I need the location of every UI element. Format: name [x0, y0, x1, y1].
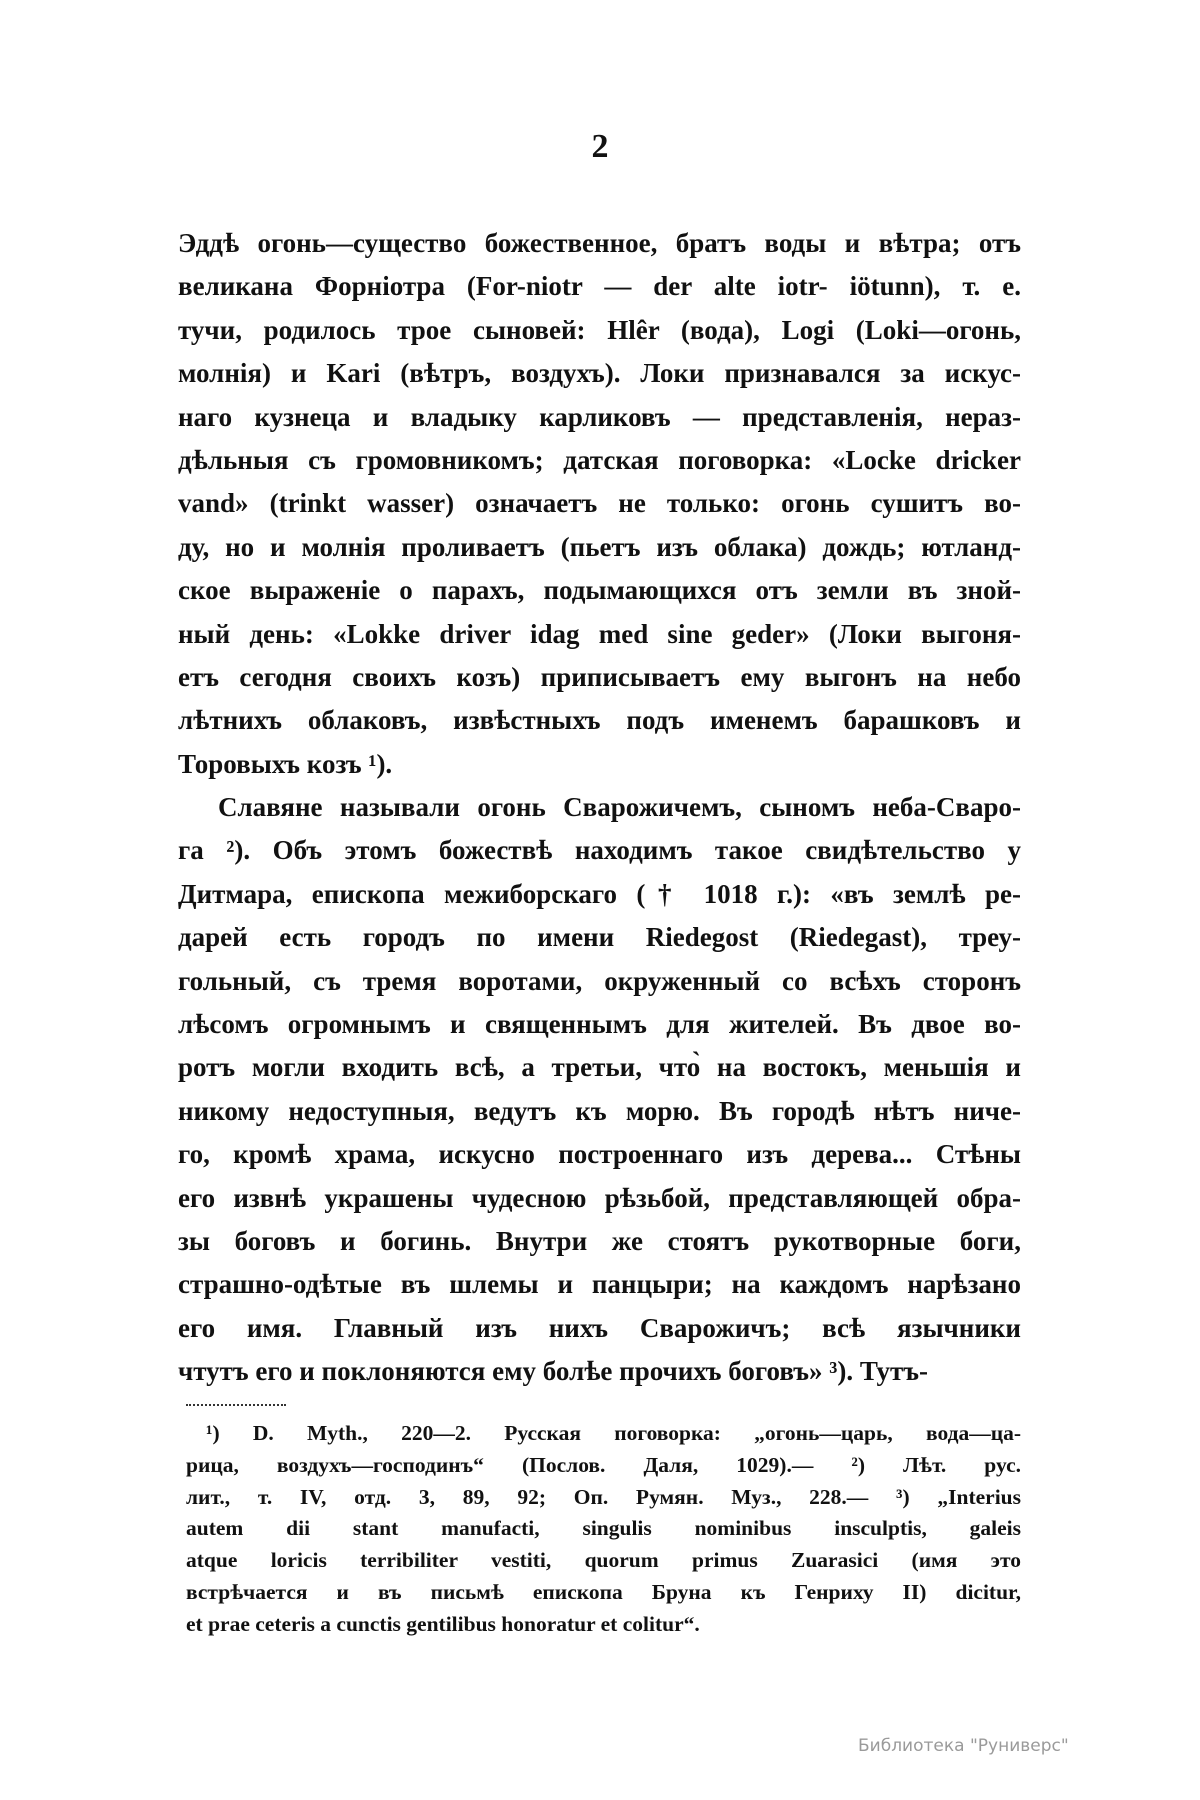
footnote-divider: [186, 1404, 286, 1406]
text-line: лѣсомъ огромнымъ и священнымъ для жителей. Въ двое во-: [178, 1009, 1021, 1040]
text-line: Дитмара, епископа межиборскаго († 1018 г.): «въ землѣ ре-: [178, 878, 1021, 909]
text-line: чтутъ его и поклоняются ему болѣе прочихъ боговъ» ³). Тутъ-: [178, 1356, 928, 1387]
text-line: наго кузнеца и владыку карликовъ — представленія, нераз-: [178, 401, 1021, 432]
footnote-line: atque loricis terribiliter vestiti, quorum primus Zuarasici (имя это: [186, 1548, 1021, 1573]
text-line: молнія) и Kari (вѣтръ, воздухъ). Локи признавался за искус-: [178, 358, 1021, 389]
text-line: тучи, родилось трое сыновей: Hlêr (вода), Logi (Loki—огонь,: [178, 314, 1021, 345]
text-line: лѣтнихъ облаковъ, извѣстныхъ подъ именемъ барашковъ и: [178, 705, 1021, 736]
footnote-line: ¹) D. Myth., 220—2. Русская поговорка: „огонь—царь, вода—ца-: [206, 1421, 1021, 1445]
text-line: ный день: «Lokke driver idag med sine geder» (Локи выгоня-: [178, 618, 1021, 649]
text-line: никому недоступныя, ведутъ къ морю. Въ городѣ нѣтъ ниче-: [178, 1095, 1021, 1126]
text-line: Славяне называли огонь Сварожичемъ, сыномъ неба-Сваро-: [218, 792, 1021, 823]
text-line: ду, но и молнія проливаетъ (пьетъ изъ облака) дождь; ютланд-: [178, 531, 1021, 562]
text-line: его извнѣ украшены чудесною рѣзьбой, представляющей обра-: [178, 1182, 1021, 1213]
text-line: дарей есть городъ по имени Riedegost (Riedegast), треу-: [178, 922, 1021, 953]
text-line: дѣльныя съ громовникомъ; датская поговорка: «Locke dricker: [178, 444, 1021, 475]
footnote-line: рица, воздухъ—господинъ“ (Послов. Даля, 1029).— ²) Лѣт. рус.: [186, 1452, 1021, 1477]
text-line: ротъ могли входить всѣ, а третьи, что̀ на востокъ, меньшія и: [178, 1052, 1021, 1083]
text-line: vand» (trinkt wasser) означаетъ не только: огонь сушитъ во-: [178, 488, 1021, 519]
footnote-line: встрѣчается и въ письмѣ епископа Бруна къ Генриху II) dicitur,: [186, 1579, 1021, 1604]
text-line: зы боговъ и богинь. Внутри же стоятъ рукотворные боги,: [178, 1225, 1021, 1256]
footnotes: [186, 1418, 1021, 1641]
footnote-line: лит., т. IV, отд. 3, 89, 92; Оп. Румян. Муз., 228.— ³) „Interius: [186, 1484, 1021, 1509]
text-line: его имя. Главный изъ нихъ Сварожичъ; всѣ язычники: [178, 1312, 1021, 1343]
text-line: ское выраженіе о парахъ, подымающихся отъ земли въ зной-: [178, 575, 1021, 606]
footnote-line: autem dii stant manufacti, singulis nominibus insculptis, galeis: [186, 1516, 1021, 1541]
text-line: страшно-одѣтые въ шлемы и панцыри; на каждомъ нарѣзано: [178, 1269, 1021, 1300]
text-line: го, кромѣ храма, искусно построеннаго изъ дерева... Стѣны: [178, 1139, 1021, 1170]
page-number: 2: [591, 128, 609, 165]
library-watermark: Библиотека "Руниверс": [858, 1736, 1069, 1756]
text-line: великана Форніотра (For-niotr — der alte iotr- iötunn), т. е.: [178, 271, 1021, 302]
text-line: Эддѣ огонь—существо божественное, братъ воды и вѣтра; отъ: [178, 228, 1021, 258]
text-line: Торовыхъ козъ ¹).: [178, 748, 393, 779]
text-line: етъ сегодня своихъ козъ) приписываетъ ему выгонъ на небо: [178, 661, 1021, 692]
body-text: [178, 222, 1021, 1394]
text-line: гольный, съ тремя воротами, окруженный со всѣхъ сторонъ: [178, 965, 1021, 996]
footnote-line: et prae ceteris a cunctis gentilibus honoratur et colitur“.: [186, 1611, 700, 1636]
text-line: га ²). Объ этомъ божествѣ находимъ такое свидѣтельство у: [178, 835, 1021, 866]
